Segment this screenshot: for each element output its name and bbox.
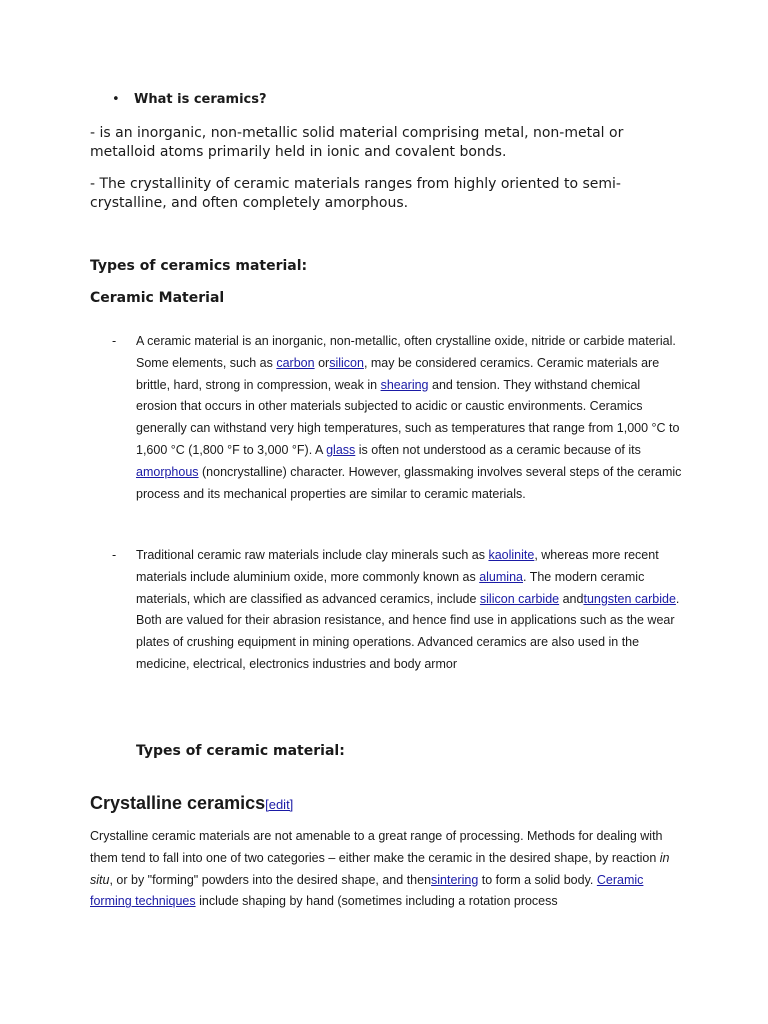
text-run: include shaping by hand (sometimes including a rotation process [195, 894, 558, 909]
link-glass[interactable]: glass [326, 442, 356, 457]
text-run: to form a solid body. [478, 872, 597, 887]
link-amorphous[interactable]: amorphous [136, 464, 199, 479]
heading-text: What is ceramics? [134, 92, 267, 107]
crystalline-ceramics-heading [90, 793, 293, 814]
emphasis-in-situ: in situ [90, 850, 670, 887]
dash-mark: - [112, 548, 117, 562]
list-item-text [136, 545, 682, 676]
dash-mark: - [112, 334, 117, 348]
what-is-ceramics-heading [112, 92, 267, 107]
ceramic-material-heading: Ceramic Material [90, 290, 225, 306]
text-run: and [559, 591, 584, 606]
text-run: (noncrystalline) character. However, glassmaking involves several steps of the ceramic process and its mechanical properties are similar to ceramic materials. [136, 464, 682, 501]
link-kaolinite[interactable]: kaolinite [488, 548, 535, 562]
crystallinity-paragraph: - The crystallinity of ceramic materials ranges from highly oriented to semi-crystalline, and often completely amorphous. [90, 176, 621, 211]
text-run: . The modern ceramic materials, which are classified as advanced ceramics, include [136, 569, 645, 606]
text-run: , may be considered ceramics. Ceramic materials are brittle, hard, strong in compression, weak in [136, 355, 660, 392]
link-sintering[interactable]: sintering [431, 872, 479, 887]
list-item [112, 331, 682, 505]
bullet-mark: • [112, 92, 120, 107]
text-run: and tension. They withstand chemical erosion that occurs in other materials subjected to acidic or caustic environments. Ceramics generally can withstand very high temperatures, such as temperatures that range from 1,000 °C to 1,600 °C (1,800 °F to 3,000 °F). A [136, 377, 680, 457]
text-run: Crystalline ceramic materials are not amenable to a great range of processing. Methods for dealing with them tend to fall into one of two categories – either make the ceramic in the desired shape, by reaction [90, 829, 663, 865]
link-shearing[interactable]: shearing [380, 377, 429, 392]
link-silicon[interactable]: silicon [329, 355, 364, 370]
types-of-ceramic-heading: Types of ceramic material: [136, 743, 345, 759]
types-heading: Types of ceramics material: [90, 258, 308, 274]
definition-paragraph: - is an inorganic, non-metallic solid material comprising metal, non-metal or metalloid atoms primarily held in ionic and covalent bonds. [90, 125, 624, 160]
link-ceramic-forming-techniques[interactable]: Ceramic forming techniques [90, 872, 644, 909]
crystalline-paragraph [90, 826, 680, 913]
link-alumina[interactable]: alumina [479, 569, 523, 584]
link-tungsten-carbide[interactable]: tungsten carbide [583, 591, 676, 606]
text-run: , or by "forming" powders into the desired shape, and then [109, 872, 432, 887]
list-item-text [136, 331, 682, 505]
text-run: , whereas more recent materials include aluminium oxide, more commonly known as [136, 548, 659, 584]
text-run: or [314, 355, 330, 370]
link-silicon-carbide[interactable]: silicon carbide [479, 591, 560, 606]
text-run: is often not understood as a ceramic because of its [355, 442, 641, 457]
link-carbon[interactable]: carbon [276, 355, 315, 370]
text-run: A ceramic material is an inorganic, non-metallic, often crystalline oxide, nitride or carbide material. Some elements, such as [136, 334, 676, 370]
edit-link[interactable]: [edit] [265, 797, 294, 812]
text-run: . Both are valued for their abrasion resistance, and hence find use in applications such as the wear plates of crushing equipment in mining operations. Advanced ceramics are also used in the medicine, electrical, electronics industries and body armor [136, 591, 680, 671]
heading-text: Crystalline ceramics [90, 793, 266, 813]
text-run: Traditional ceramic raw materials include clay minerals such as [136, 548, 489, 562]
list-item [112, 545, 682, 676]
